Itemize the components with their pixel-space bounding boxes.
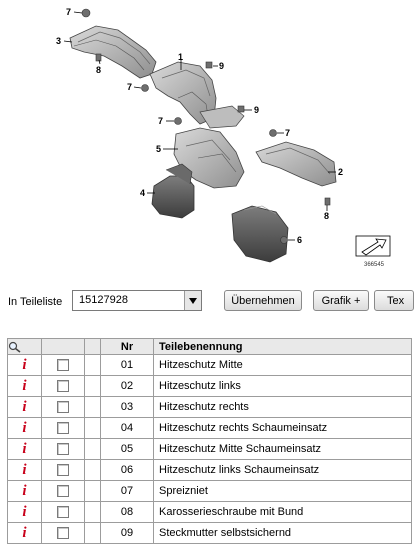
magnifier-icon[interactable]	[8, 341, 22, 353]
row-name: Hitzeschutz links Schaumeinsatz	[154, 460, 412, 481]
callout-7: 7	[66, 7, 72, 17]
row-nr: 03	[101, 397, 154, 418]
row-nr: 09	[101, 523, 154, 544]
row-checkbox[interactable]	[57, 401, 69, 413]
row-name: Hitzeschutz links	[154, 376, 412, 397]
callout-8: 8	[96, 65, 102, 75]
row-nr: 01	[101, 355, 154, 376]
row-nr: 06	[101, 460, 154, 481]
row-name: Hitzeschutz Mitte	[154, 355, 412, 376]
table-row	[8, 397, 412, 418]
table-row	[8, 460, 412, 481]
part-1-heat-shield[interactable]	[150, 62, 244, 128]
row-name: Karosserieschraube mit Bund	[154, 502, 412, 523]
table-row	[8, 376, 412, 397]
callout-7: 7	[285, 128, 291, 138]
row-nr: 08	[101, 502, 154, 523]
spacer-header-cell	[85, 339, 101, 355]
info-icon[interactable]: i	[22, 356, 27, 373]
callout-5: 5	[156, 144, 162, 154]
part-4-foam-insert[interactable]	[152, 164, 194, 218]
nr-header: Nr	[101, 339, 154, 355]
row-nr: 05	[101, 439, 154, 460]
info-icon[interactable]: i	[22, 503, 27, 520]
name-header: Teilebenennung	[154, 339, 412, 355]
callout-2: 2	[338, 167, 344, 177]
row-name: Steckmutter selbstsichernd	[154, 523, 412, 544]
row-nr: 02	[101, 376, 154, 397]
parts-list-controls	[0, 288, 405, 316]
table-row	[8, 355, 412, 376]
row-name: Hitzeschutz rechts Schaumeinsatz	[154, 418, 412, 439]
row-checkbox[interactable]	[57, 359, 69, 371]
diagram-reference-number: 366545	[364, 262, 385, 268]
magnifier-header-cell	[8, 339, 42, 355]
callout-3: 3	[56, 36, 62, 46]
callout-1: 1	[178, 52, 184, 62]
parts-exploded-diagram	[0, 0, 401, 278]
part-2-heat-shield[interactable]	[256, 142, 336, 186]
info-icon[interactable]: i	[22, 461, 27, 478]
callout-7: 7	[127, 82, 133, 92]
callout-9: 9	[254, 105, 260, 115]
checkbox-header-cell	[42, 339, 85, 355]
callout-6: 6	[297, 235, 303, 245]
table-header-row	[8, 339, 412, 355]
row-name: Spreizniet	[154, 481, 412, 502]
row-name: Hitzeschutz Mitte Schaumeinsatz	[154, 439, 412, 460]
table-row	[8, 502, 412, 523]
parts-list-select[interactable]	[72, 290, 202, 311]
chevron-down-icon[interactable]	[184, 291, 201, 310]
info-icon[interactable]: i	[22, 482, 27, 499]
table-row	[8, 481, 412, 502]
info-icon[interactable]: i	[22, 398, 27, 415]
info-icon[interactable]: i	[22, 524, 27, 541]
part-6-foam-insert[interactable]	[232, 206, 288, 262]
callout-9: 9	[219, 61, 225, 71]
row-checkbox[interactable]	[57, 485, 69, 497]
row-name: Hitzeschutz rechts	[154, 397, 412, 418]
apply-button[interactable]: Übernehmen	[224, 290, 302, 311]
row-nr: 04	[101, 418, 154, 439]
table-row	[8, 418, 412, 439]
info-icon[interactable]: i	[22, 440, 27, 457]
callout-4: 4	[140, 188, 146, 198]
table-row	[8, 439, 412, 460]
parts-list-select-value: 15127928	[79, 294, 128, 306]
parts-table	[7, 338, 412, 544]
orientation-arrow-icon	[356, 236, 390, 256]
info-icon[interactable]: i	[22, 377, 27, 394]
table-row	[8, 523, 412, 544]
row-checkbox[interactable]	[57, 380, 69, 392]
text-button[interactable]: Tex	[374, 290, 414, 311]
row-nr: 07	[101, 481, 154, 502]
part-3-heat-shield[interactable]	[70, 26, 156, 78]
graphic-plus-button[interactable]: Grafik +	[313, 290, 369, 311]
row-checkbox[interactable]	[57, 464, 69, 476]
row-checkbox[interactable]	[57, 422, 69, 434]
info-icon[interactable]: i	[22, 419, 27, 436]
parts-list-label: In Teileliste	[8, 296, 63, 308]
row-checkbox[interactable]	[57, 506, 69, 518]
callout-8: 8	[324, 211, 330, 221]
row-checkbox[interactable]	[57, 527, 69, 539]
callout-7: 7	[158, 116, 164, 126]
row-checkbox[interactable]	[57, 443, 69, 455]
